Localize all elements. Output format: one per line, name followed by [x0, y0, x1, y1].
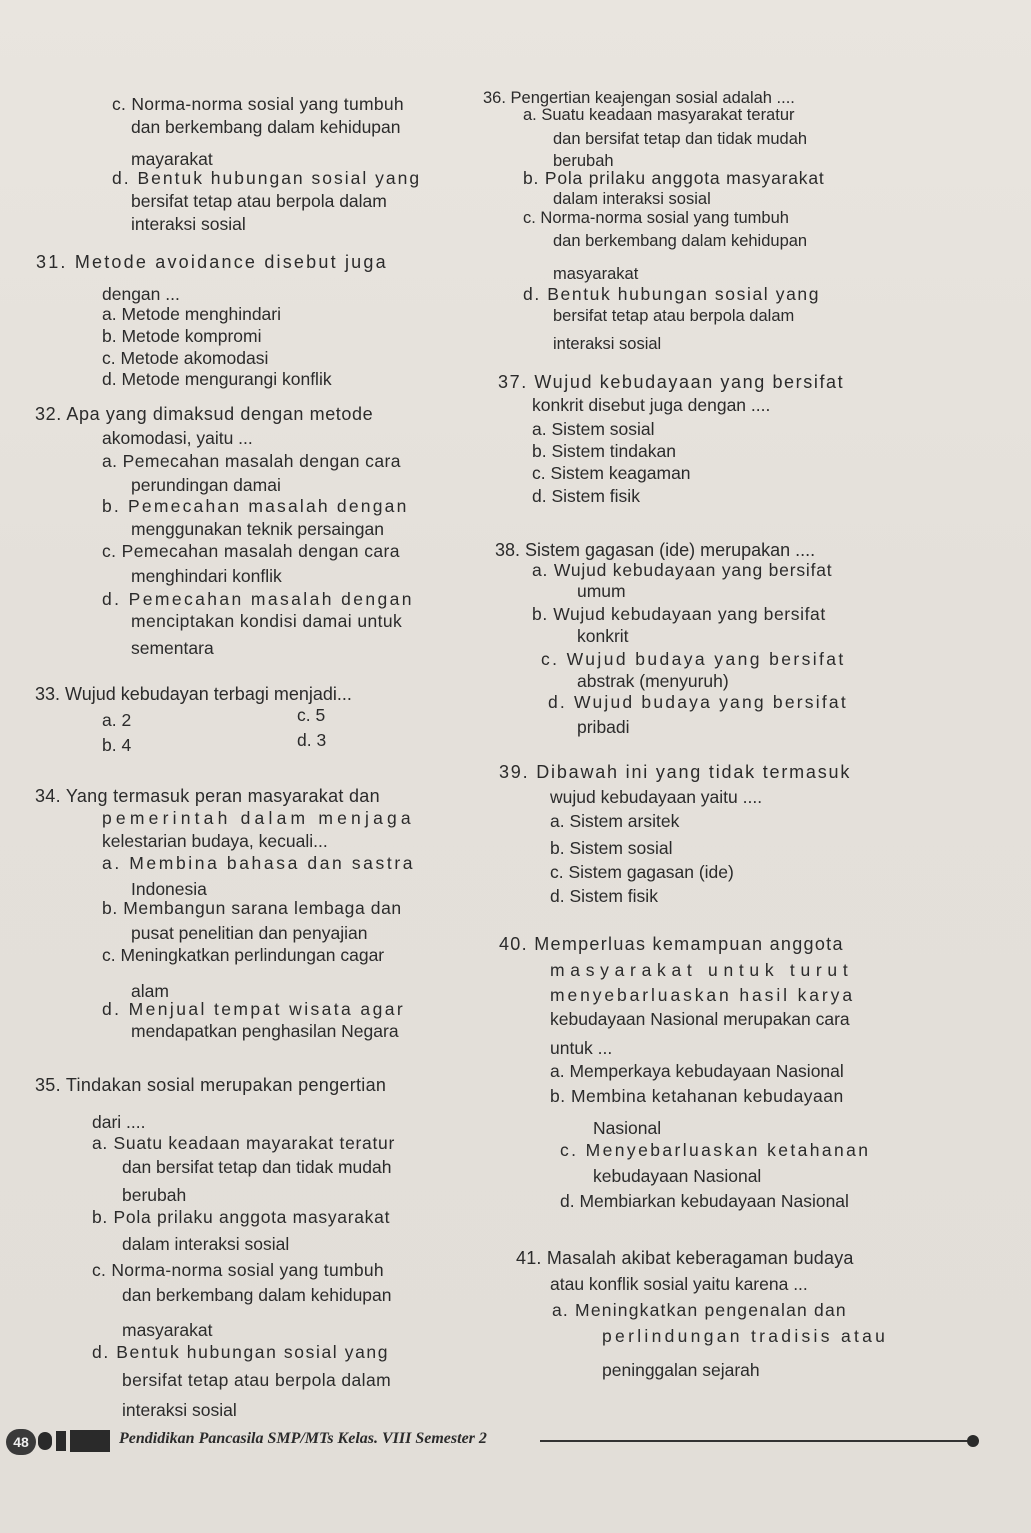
option-line: abstrak (menyuruh): [577, 671, 729, 691]
option-line: b. Membina ketahanan kebudayaan: [550, 1086, 844, 1106]
option-line: konkrit: [577, 626, 629, 646]
option-line: c. Meningkatkan perlindungan cagar: [102, 945, 385, 965]
footer-decoration: [70, 1430, 110, 1452]
option-line: a. 2: [102, 710, 132, 730]
option-line: masyarakat: [122, 1320, 213, 1340]
option-line: Indonesia: [131, 879, 207, 899]
question-line: kebudayaan Nasional merupakan cara: [550, 1009, 850, 1029]
option-line: a. Membina bahasa dan sastra: [102, 853, 416, 873]
option-line: pusat penelitian dan penyajian: [131, 923, 368, 943]
option-line: d. Bentuk hubungan sosial yang: [523, 284, 821, 304]
option-line: a. Memperkaya kebudayaan Nasional: [550, 1061, 844, 1081]
option-line: d. Sistem fisik: [532, 486, 640, 506]
option-line: dan bersifat tetap dan tidak mudah: [122, 1157, 392, 1177]
question-34: 34. Yang termasuk peran masyarakat dan: [35, 786, 380, 806]
option-line: bersifat tetap atau berpola dalam: [553, 307, 795, 325]
option-line: perundingan damai: [131, 475, 281, 495]
question-line: akomodasi, yaitu ...: [102, 428, 253, 448]
question-line: pemerintah dalam menjaga: [102, 808, 415, 828]
option-line: mayarakat: [131, 149, 213, 169]
option-line: bersifat tetap atau berpola dalam: [122, 1370, 392, 1390]
option-line: Nasional: [593, 1118, 662, 1138]
option-line: b. Pola prilaku anggota masyarakat: [92, 1207, 391, 1227]
option-line: c. Menyebarluaskan ketahanan: [560, 1140, 871, 1160]
option-line: d. Menjual tempat wisata agar: [102, 999, 406, 1019]
option-line: d. Pemecahan masalah dengan: [102, 589, 414, 609]
footer-rule: [540, 1440, 970, 1442]
option-line: a. Sistem arsitek: [550, 811, 680, 831]
question-line: menyebarluaskan hasil karya: [550, 985, 855, 1005]
option-line: dan berkembang dalam kehidupan: [553, 232, 808, 250]
option-line: c. Metode akomodasi: [102, 348, 269, 368]
option-line: berubah: [553, 152, 614, 170]
option-line: pribadi: [577, 717, 630, 737]
option-line: c. 5: [297, 705, 326, 725]
page-number: 48: [6, 1429, 36, 1455]
option-line: a. Meningkatkan pengenalan dan: [552, 1300, 847, 1320]
question-line: atau konflik sosial yaitu karena ...: [550, 1274, 808, 1294]
option-line: b. 4: [102, 735, 132, 755]
option-line: masyarakat: [553, 265, 639, 283]
option-line: d. Bentuk hubungan sosial yang: [92, 1342, 390, 1362]
option-line: kebudayaan Nasional: [593, 1166, 762, 1186]
option-line: b. Pola prilaku anggota masyarakat: [523, 168, 825, 188]
option-line: perlindungan tradisis atau: [602, 1326, 889, 1346]
option-line: c. Norma-norma sosial yang tumbuh: [523, 209, 789, 227]
option-line: d. Sistem fisik: [550, 886, 658, 906]
option-line: dan berkembang dalam kehidupan: [131, 117, 401, 137]
footer-decoration: [38, 1432, 52, 1450]
option-line: a. Suatu keadaan mayarakat teratur: [92, 1133, 395, 1153]
question-38: 38. Sistem gagasan (ide) merupakan ....: [495, 540, 816, 560]
question-41: 41. Masalah akibat keberagaman budaya: [516, 1248, 854, 1268]
question-32: 32. Apa yang dimaksud dengan metode: [35, 404, 374, 424]
option-line: b. Metode kompromi: [102, 326, 262, 346]
option-line: menggunakan teknik persaingan: [131, 519, 384, 539]
question-line: masyarakat untuk turut: [550, 960, 854, 980]
option-line: c. Sistem keagaman: [532, 463, 691, 483]
option-line: dalam interaksi sosial: [122, 1234, 290, 1254]
option-line: mendapatkan penghasilan Negara: [131, 1021, 399, 1041]
option-line: c. Sistem gagasan (ide): [550, 862, 734, 882]
option-line: d. Bentuk hubungan sosial yang: [112, 168, 422, 188]
footer-decoration: [56, 1431, 66, 1451]
question-40: 40. Memperluas kemampuan anggota: [499, 934, 844, 954]
question-line: dengan ...: [102, 284, 180, 304]
option-line: b. Sistem tindakan: [532, 441, 676, 461]
question-line: kelestarian budaya, kecuali...: [102, 831, 328, 851]
option-line: c. Wujud budaya yang bersifat: [541, 649, 846, 669]
option-line: umum: [577, 581, 626, 601]
option-line: d. 3: [297, 730, 327, 750]
option-line: interaksi sosial: [122, 1400, 237, 1420]
option-line: berubah: [122, 1185, 187, 1205]
footer-title: Pendidikan Pancasila SMP/MTs Kelas. VIII Semester 2: [119, 1430, 487, 1447]
question-37: 37. Wujud kebudayaan yang bersifat: [498, 372, 845, 392]
option-line: b. Pemecahan masalah dengan: [102, 496, 409, 516]
option-line: a. Wujud kebudayaan yang bersifat: [532, 560, 833, 580]
question-line: dari ....: [92, 1112, 146, 1132]
question-39: 39. Dibawah ini yang tidak termasuk: [499, 762, 852, 782]
option-line: sementara: [131, 638, 214, 658]
question-31: 31. Metode avoidance disebut juga: [36, 252, 388, 272]
option-line: a. Sistem sosial: [532, 419, 655, 439]
option-line: bersifat tetap atau berpola dalam: [131, 191, 387, 211]
option-line: d. Wujud budaya yang bersifat: [548, 692, 848, 712]
option-line: interaksi sosial: [553, 335, 662, 353]
option-line: c. Pemecahan masalah dengan cara: [102, 541, 400, 561]
option-line: c. Norma-norma sosial yang tumbuh: [92, 1260, 384, 1280]
option-line: dan bersifat tetap dan tidak mudah: [553, 130, 808, 148]
option-line: interaksi sosial: [131, 214, 246, 234]
option-line: b. Wujud kebudayaan yang bersifat: [532, 604, 826, 624]
question-line: wujud kebudayaan yaitu ....: [550, 787, 763, 807]
option-line: a. Pemecahan masalah dengan cara: [102, 451, 401, 471]
option-line: a. Suatu keadaan masyarakat teratur: [523, 106, 795, 124]
question-33: 33. Wujud kebudayan terbagi menjadi...: [35, 684, 352, 704]
option-line: a. Metode menghindari: [102, 304, 281, 324]
option-line: dalam interaksi sosial: [553, 190, 711, 208]
question-line: untuk ...: [550, 1038, 613, 1058]
option-line: d. Membiarkan kebudayaan Nasional: [560, 1191, 849, 1211]
option-line: c. Norma-norma sosial yang tumbuh: [112, 94, 404, 114]
option-line: d. Metode mengurangi konflik: [102, 369, 332, 389]
option-line: dan berkembang dalam kehidupan: [122, 1285, 392, 1305]
option-line: b. Membangun sarana lembaga dan: [102, 898, 402, 918]
option-line: menciptakan kondisi damai untuk: [131, 611, 403, 631]
option-line: alam: [131, 981, 169, 1001]
question-36: 36. Pengertian keajengan sosial adalah ....: [483, 89, 795, 107]
option-line: menghindari konflik: [131, 566, 282, 586]
footer-dot: [967, 1435, 979, 1447]
option-line: b. Sistem sosial: [550, 838, 673, 858]
question-line: konkrit disebut juga dengan ....: [532, 395, 771, 415]
option-line: peninggalan sejarah: [602, 1360, 760, 1380]
question-35: 35. Tindakan sosial merupakan pengertian: [35, 1075, 387, 1095]
